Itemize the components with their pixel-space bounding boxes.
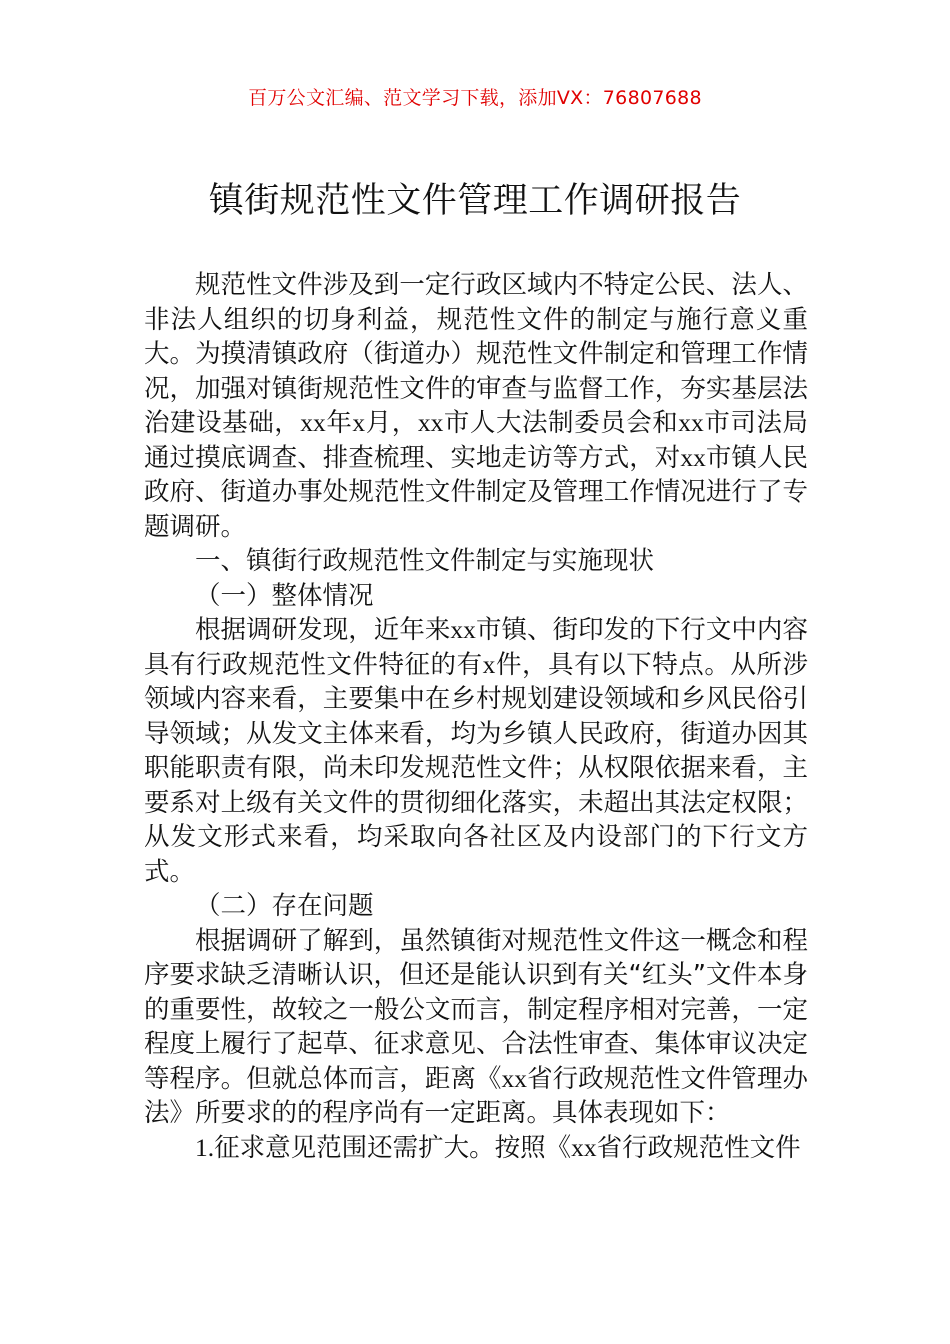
subsection-heading-problems: （二）存在问题 [195, 891, 374, 921]
list-item-1: 1.征求意见范围还需扩大。按照《xx省行政规范性文件 [195, 1132, 801, 1163]
section-heading-1: 一、镇街行政规范性文件制定与实施现状 [195, 546, 655, 576]
paragraph-problems: 根据调研了解到，虽然镇街对规范性文件这一概念和程序要求缺乏清晰认识，但还是能认识到有关“红头”文件本身的重要性，故较之一般公文而言，制定程序相对完善，一定程度上履行了起草、征求意见、合法性审查、集体审议决定等程序。但就总体而言，距离《xx省行政规范性文件管理办法》所要求的的程序尚有一定距离。具体表现如下： [144, 925, 808, 1128]
document-body [144, 268, 808, 1165]
promo-banner: 百万公文汇编、范文学习下载，添加VX：76807688 [248, 87, 702, 109]
paragraph-intro: 规范性文件涉及到一定行政区域内不特定公民、法人、非法人组织的切身利益，规范性文件的制定与施行意义重大。为摸清镇政府（街道办）规范性文件制定和管理工作情况，加强对镇街规范性文件的审查与监督工作，夯实基层法治建设基础，xx年x月，xx市人大法制委员会和xx市司法局通过摸底调查、排查梳理、实地走访等方式，对xx市镇人民政府、街道办事处规范性文件制定及管理工作情况进行了专题调研。 [144, 270, 808, 542]
subsection-heading-overall: （一）整体情况 [195, 580, 374, 611]
paragraph-overall: 根据调研发现，近年来xx市镇、街印发的下行文中内容具有行政规范性文件特征的有x件，具有以下特点。从所涉领域内容来看，主要集中在乡村规划建设领域和乡风民俗引导领域；从发文主体来看，均为乡镇人民政府，街道办因其职能职责有限，尚未印发规范性文件；从权限依据来看，主要系对上级有关文件的贯彻细化落实，未超出其法定权限；从发文形式来看，均采取向各社区及内设部门的下行文方式。 [144, 615, 808, 887]
document-title: 镇街规范性文件管理工作调研报告 [208, 181, 742, 221]
